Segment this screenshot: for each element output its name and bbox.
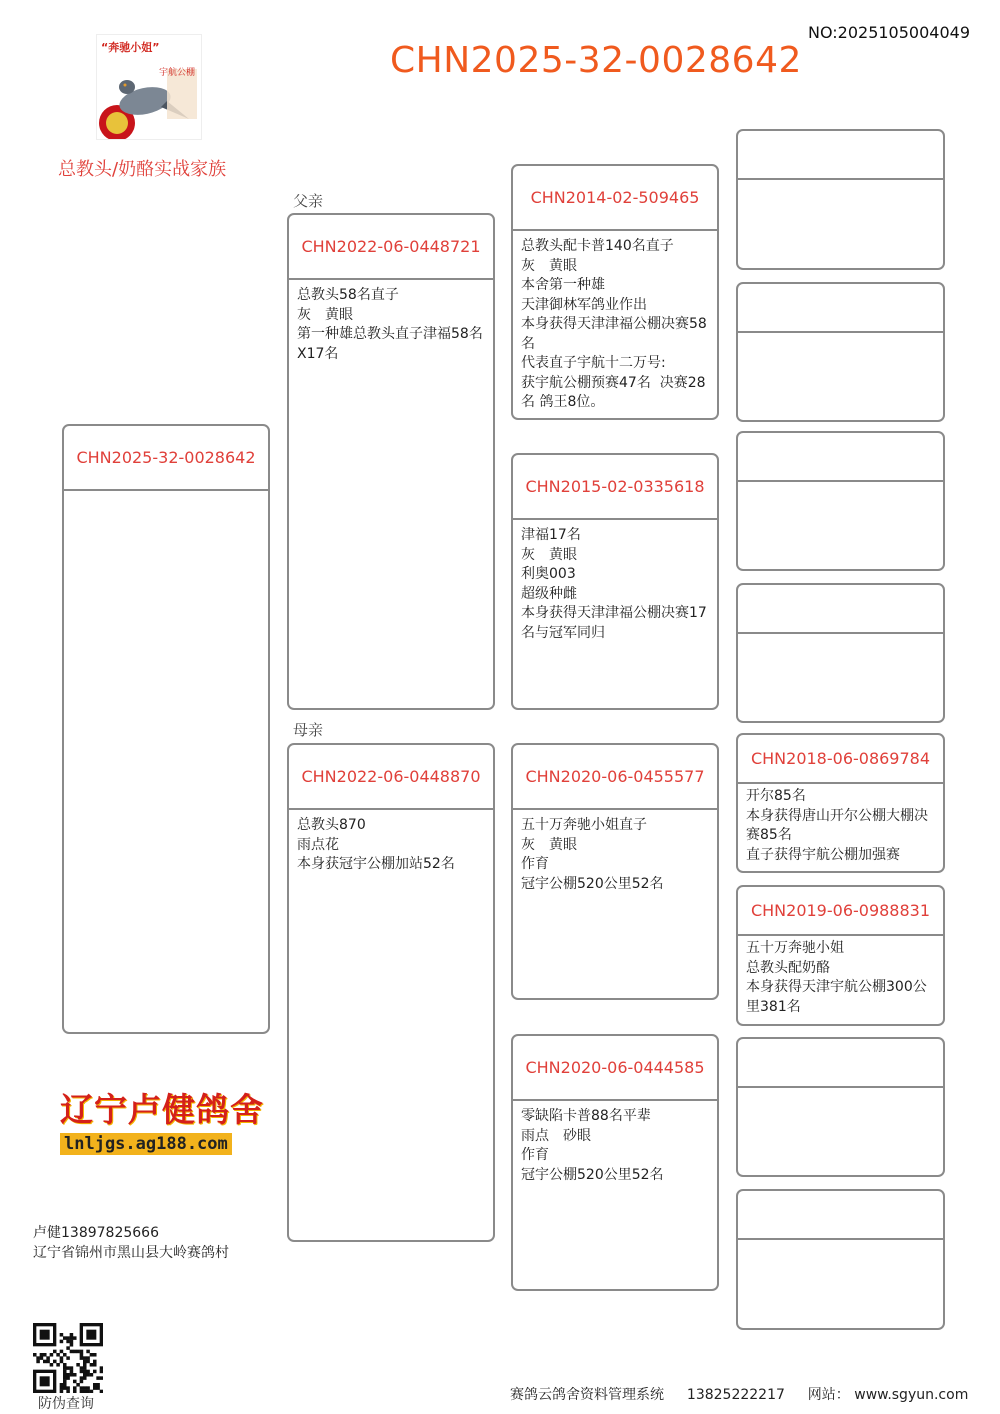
note-line: 获宇航公棚预赛47名 决赛28名 鸽王8位。 xyxy=(521,374,706,410)
poster-image xyxy=(96,34,202,140)
note-line: 灰 黄眼 xyxy=(521,836,577,853)
dam-dam-card xyxy=(511,1034,719,1291)
gen4-card-3 xyxy=(736,431,945,571)
qr-code-icon xyxy=(33,1323,103,1393)
ring-number: CHN2015-02-0335618 xyxy=(513,455,717,520)
mother-label: 母亲 xyxy=(293,721,324,739)
note-line: 代表直子宇航十二万号: xyxy=(521,355,666,371)
gen4-card-5 xyxy=(736,733,945,873)
ring-number: CHN2025-32-0028642 xyxy=(64,426,268,491)
note-line: 冠宇公棚520公里52名 xyxy=(521,1166,664,1183)
note-line: 开尔85名 xyxy=(746,788,806,804)
note-line: 零缺陷卡普88名平辈 xyxy=(521,1108,651,1124)
note-line: 本舍第一种雄 xyxy=(521,277,605,293)
loft-contact: 卢健13897825666 xyxy=(33,1225,159,1241)
ring-number: CHN2014-02-509465 xyxy=(513,166,717,231)
subtitle: 总教头/奶酪实战家族 xyxy=(58,159,227,180)
gen4-card-6 xyxy=(736,885,945,1026)
note-line: 总教头870 xyxy=(297,817,366,833)
note-line: 作育 xyxy=(521,1147,549,1163)
footer-site[interactable]: www.sgyun.com xyxy=(854,1387,969,1403)
dam-card xyxy=(287,743,495,1242)
ring-number xyxy=(738,1191,943,1240)
note-line: 雨点 砂眼 xyxy=(521,1127,591,1144)
note-line: 总教头配奶酪 xyxy=(746,959,830,976)
ring-number: CHN2022-06-0448721 xyxy=(289,215,493,280)
poster-brand: 宇航公棚 xyxy=(159,68,196,78)
ring-number xyxy=(738,433,943,482)
note-line: 直子获得宇航公棚加强赛 xyxy=(746,846,900,863)
pigeon-icon xyxy=(97,35,201,139)
note-line: 作育 xyxy=(521,856,549,872)
note-line: 本身获得天津津福公棚决赛17名与冠军同归 xyxy=(521,605,707,641)
note-line: 灰 黄眼 xyxy=(521,257,577,274)
footer-site-label: 网站： xyxy=(807,1387,850,1403)
note-line: 灰 黄眼 xyxy=(297,306,353,323)
qr-label: 防伪查询 xyxy=(38,1396,94,1412)
note-line: 灰 黄眼 xyxy=(521,546,577,563)
gen4-card-2 xyxy=(736,282,945,422)
dam-sire-card xyxy=(511,743,719,1000)
gen4-card-7 xyxy=(736,1037,945,1177)
document-number: NO:2025105004049 xyxy=(807,23,970,42)
sire-sire-card xyxy=(511,164,719,420)
main-title: CHN2025-32-0028642 xyxy=(390,40,802,81)
note-line: 天津御林军鸽业作出 xyxy=(521,296,647,313)
ring-number xyxy=(738,284,943,333)
footer xyxy=(510,1384,968,1404)
ring-number: CHN2018-06-0869784 xyxy=(738,735,943,784)
note-line: 本身获得天津宇航公棚300公里381名 xyxy=(746,979,927,1015)
father-label: 父亲 xyxy=(293,192,324,210)
ring-number: CHN2020-06-0455577 xyxy=(513,745,717,810)
loft-name: 辽宁卢健鸽舍 xyxy=(60,1090,264,1129)
subject-card xyxy=(62,424,270,1034)
ring-number: CHN2019-06-0988831 xyxy=(738,887,943,936)
note-line: 第一种雄总教头直子津福58名X17名 xyxy=(297,326,483,362)
note-line: 本身获得天津津福公棚决赛58名 xyxy=(521,316,707,352)
gen4-card-1 xyxy=(736,129,945,270)
ring-number xyxy=(738,131,943,180)
note-line: 本身获得唐山开尔公棚大棚决赛85名 xyxy=(746,807,928,843)
qr-code[interactable] xyxy=(33,1323,103,1393)
gen4-card-4 xyxy=(736,583,945,723)
loft-site: lnljgs.ag188.com xyxy=(60,1133,232,1155)
note-line: 雨点花 xyxy=(297,836,339,853)
loft-logo xyxy=(60,1084,272,1156)
note-line: 总教头58名直子 xyxy=(297,287,399,303)
note-line: 津福17名 xyxy=(521,527,581,543)
footer-system: 赛鸽云鸽舍资料管理系统 xyxy=(510,1387,664,1403)
sire-dam-card xyxy=(511,453,719,710)
ring-number xyxy=(738,585,943,634)
poster-title: “奔驰小姐” xyxy=(101,41,160,54)
gen4-card-8 xyxy=(736,1189,945,1330)
ring-number: CHN2020-06-0444585 xyxy=(513,1036,717,1101)
note-line: 五十万奔驰小姐 xyxy=(746,940,844,956)
loft-address: 辽宁省锦州市黑山县大岭赛鸽村 xyxy=(33,1245,229,1261)
ring-number xyxy=(738,1039,943,1088)
note-line: 利奥003 xyxy=(521,566,576,582)
note-line: 五十万奔驰小姐直子 xyxy=(521,817,647,833)
sire-card xyxy=(287,213,495,710)
note-line: 总教头配卡普140名直子 xyxy=(521,238,674,254)
footer-phone: 13825222217 xyxy=(686,1387,785,1403)
note-line: 本身获冠宇公棚加站52名 xyxy=(297,856,455,872)
note-line: 冠宇公棚520公里52名 xyxy=(521,875,664,892)
ring-number: CHN2022-06-0448870 xyxy=(289,745,493,810)
note-line: 超级种雌 xyxy=(521,585,577,602)
